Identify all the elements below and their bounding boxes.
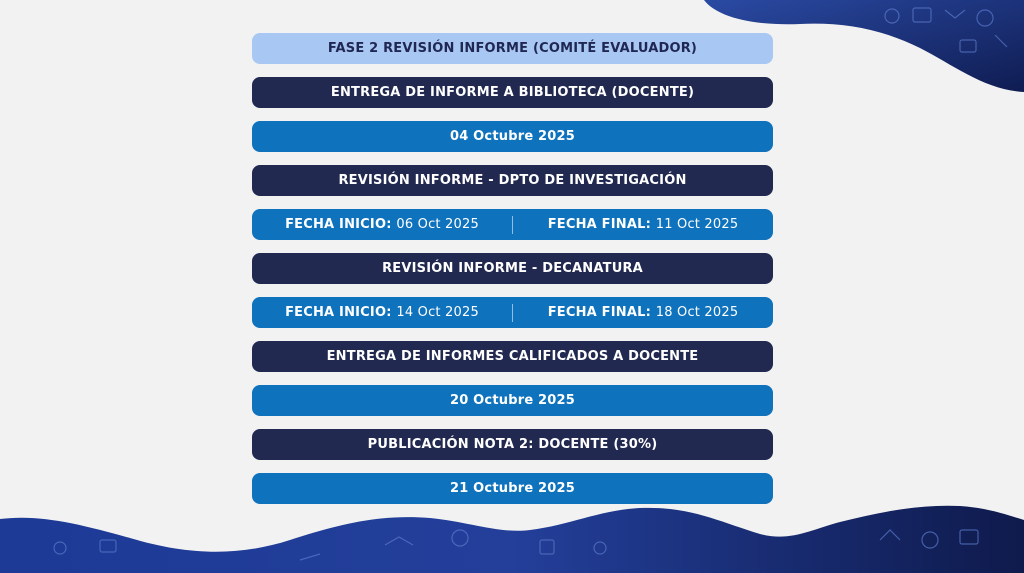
range-research-dept-review [252, 209, 773, 240]
start-label: FECHA INICIO: [285, 217, 392, 232]
step-library-delivery: ENTREGA DE INFORME A BIBLIOTECA (DOCENTE) [252, 77, 773, 108]
range-dean-review [252, 297, 773, 328]
start-date [252, 217, 512, 232]
end-label: FECHA FINAL: [547, 217, 651, 232]
step-grade-publication: PUBLICACIÓN NOTA 2: DOCENTE (30%) [252, 429, 773, 460]
date-graded-reports-delivery: 20 Octubre 2025 [252, 385, 773, 416]
date-library-delivery: 04 Octubre 2025 [252, 121, 773, 152]
bottom-wave [0, 506, 1024, 573]
end-date [513, 217, 773, 232]
end-value: 11 Oct 2025 [655, 217, 739, 232]
step-research-dept-review: REVISIÓN INFORME - DPTO DE INVESTIGACIÓN [252, 165, 773, 196]
step-graded-reports-delivery: ENTREGA DE INFORMES CALIFICADOS A DOCENTE [252, 341, 773, 372]
start-date [252, 305, 512, 320]
start-value: 14 Oct 2025 [396, 305, 479, 320]
end-date [513, 305, 773, 320]
end-label: FECHA FINAL: [547, 305, 651, 320]
date-grade-publication: 21 Octubre 2025 [252, 473, 773, 504]
start-value: 06 Oct 2025 [396, 217, 479, 232]
end-value: 18 Oct 2025 [655, 305, 739, 320]
start-label: FECHA INICIO: [285, 305, 392, 320]
step-dean-review: REVISIÓN INFORME - DECANATURA [252, 253, 773, 284]
phase-title: FASE 2 REVISIÓN INFORME (COMITÉ EVALUADOR) [252, 33, 773, 64]
